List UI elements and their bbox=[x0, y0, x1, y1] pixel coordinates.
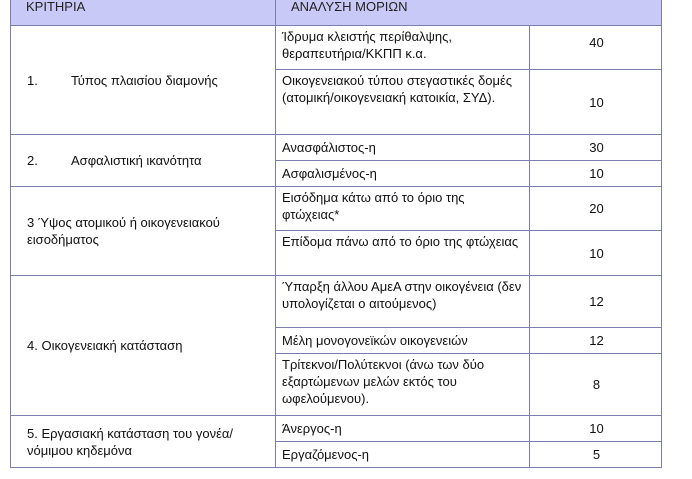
header-row bbox=[11, 0, 662, 26]
item-points: 8 bbox=[530, 354, 662, 416]
criterion-label: Ασφαλιστική ικανότητα bbox=[71, 153, 202, 168]
table-row bbox=[11, 135, 662, 161]
item-description: Οικογενειακού τύπου στεγαστικές δομές (ατομική/οικογενειακή κατοικία, ΣΥΔ). bbox=[276, 70, 530, 135]
scoring-table bbox=[10, 0, 662, 468]
criterion-number: 2. bbox=[27, 153, 38, 168]
item-points: 10 bbox=[530, 161, 662, 187]
item-points: 12 bbox=[530, 276, 662, 328]
item-points: 20 bbox=[530, 187, 662, 231]
table-row bbox=[11, 26, 662, 70]
criterion-number: 1. bbox=[27, 72, 38, 88]
criterion-label: 5. Εργασιακή κατάσταση του γονέα/νόμιμου κηδεμόνα bbox=[27, 425, 234, 458]
item-description: Ίδρυμα κλειστής περίθαλψης, θεραπευτήρια/ΚΚΠΠ κ.α. bbox=[276, 26, 530, 70]
item-points: 10 bbox=[530, 70, 662, 135]
criterion-cell bbox=[11, 135, 276, 187]
criterion-cell bbox=[11, 26, 276, 135]
item-description: Εισόδημα κάτω από το όριο της φτώχειας* bbox=[276, 187, 530, 231]
item-points: 40 bbox=[530, 26, 662, 70]
header-points-analysis: ΑΝΑΛΥΣΗ ΜΟΡΙΩΝ bbox=[276, 0, 662, 26]
criterion-label: 4. Οικογενειακή κατάσταση bbox=[27, 338, 183, 353]
item-description: Ασφαλισμένος-η bbox=[276, 161, 530, 187]
item-description: Εργαζόμενος-η bbox=[276, 442, 530, 468]
item-description: Ανασφάλιστος-η bbox=[276, 135, 530, 161]
item-points: 10 bbox=[530, 416, 662, 442]
item-points: 5 bbox=[530, 442, 662, 468]
criterion-label: 3 Ύψος ατομικού ή οικογενειακού εισοδήματος bbox=[27, 215, 220, 247]
item-points: 30 bbox=[530, 135, 662, 161]
item-description: Τρίτεκνοι/Πολύτεκνοι (άνω των δύο εξαρτώμενων μελών εκτός του ωφελούμενου). bbox=[276, 354, 530, 416]
table-row bbox=[11, 276, 662, 328]
table-row bbox=[11, 416, 662, 442]
item-description: Ύπαρξη άλλου ΑμεΑ στην οικογένεια (δεν υπολογίζεται ο αιτούμενος) bbox=[276, 276, 530, 328]
item-description: Άνεργος-η bbox=[276, 416, 530, 442]
table-row bbox=[11, 187, 662, 231]
header-criteria: ΚΡΙΤΗΡΙΑ bbox=[11, 0, 276, 26]
criterion-cell bbox=[11, 276, 276, 416]
item-description: Μέλη μονογονεϊκών οικογενειών bbox=[276, 328, 530, 354]
criterion-label: Τύπος πλαισίου διαμονής bbox=[71, 72, 218, 88]
criterion-cell bbox=[11, 416, 276, 468]
item-points: 12 bbox=[530, 328, 662, 354]
item-points: 10 bbox=[530, 231, 662, 276]
item-description: Επίδομα πάνω από το όριο της φτώχειας bbox=[276, 231, 530, 276]
criterion-cell bbox=[11, 187, 276, 276]
